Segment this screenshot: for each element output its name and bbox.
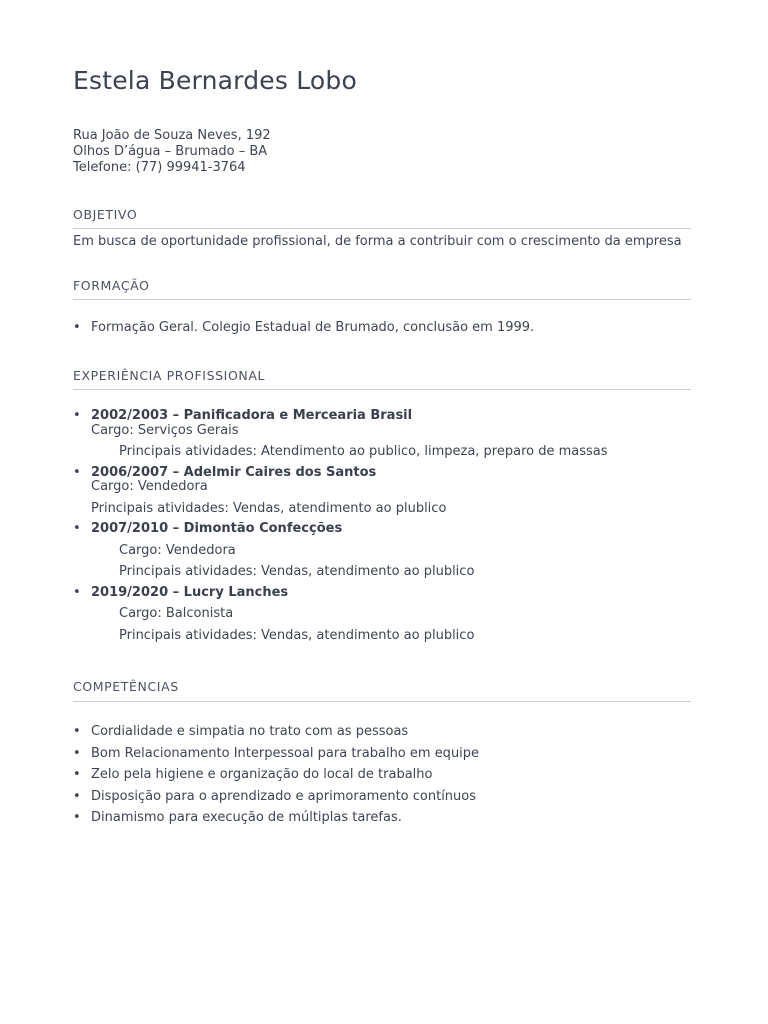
list-item: [73, 764, 479, 786]
contact-phone: Telefone: (77) 99941-3764: [73, 160, 246, 175]
experience-activities: Principais atividades: Vendas, atendimento ao plublico: [119, 564, 475, 579]
contact-block: [73, 128, 271, 176]
bullet-icon: •: [73, 745, 81, 761]
list-item: [73, 320, 534, 335]
contact-address: Rua João de Souza Neves, 192: [73, 128, 271, 143]
section-divider: [73, 228, 691, 229]
skill-text: Zelo pela higiene e organização do local de trabalho: [91, 767, 433, 782]
resume-name: Estela Bernardes Lobo: [73, 66, 357, 95]
list-item: [73, 786, 479, 808]
skill-text: Dinamismo para execução de múltiplas tarefas.: [91, 810, 402, 825]
experience-heading: 2007/2010 – Dimontão Confecções: [91, 521, 343, 536]
experience-role: Cargo: Vendedora: [91, 479, 208, 494]
bullet-icon: •: [73, 584, 81, 600]
section-title-skills: COMPETÊNCIAS: [73, 679, 179, 694]
experience-item: [73, 522, 608, 580]
experience-activities: Principais atividades: Atendimento ao publico, limpeza, preparo de massas: [119, 444, 608, 459]
bullet-icon: •: [73, 788, 81, 804]
list-item: [73, 743, 479, 765]
section-divider: [73, 389, 691, 390]
bullet-icon: •: [73, 408, 81, 423]
education-item-text: Formação Geral. Colegio Estadual de Brumado, conclusão em 1999.: [91, 320, 535, 335]
experience-item: [73, 466, 608, 517]
skill-text: Cordialidade e simpatia no trato com as pessoas: [91, 724, 409, 739]
experience-heading: 2006/2007 – Adelmir Caires dos Santos: [91, 464, 377, 480]
section-title-objective: OBJETIVO: [73, 207, 138, 222]
skills-list: [73, 721, 479, 829]
bullet-icon: •: [73, 724, 81, 739]
skill-text: Bom Relacionamento Interpessoal para trabalho em equipe: [91, 745, 480, 761]
bullet-icon: •: [73, 320, 81, 335]
contact-city: Olhos D’água – Brumado – BA: [73, 144, 268, 159]
bullet-icon: •: [73, 521, 81, 536]
experience-heading: 2002/2003 – Panificadora e Mercearia Brasil: [91, 408, 413, 423]
experience-item: [73, 586, 608, 644]
list-item: [73, 807, 479, 829]
section-title-experience: EXPERIÊNCIA PROFISSIONAL: [73, 368, 266, 383]
list-item: [73, 721, 479, 743]
experience-list: [73, 409, 608, 643]
objective-text: Em busca de oportunidade profissional, de forma a contribuir com o crescimento da empresa: [73, 234, 682, 249]
experience-role: Cargo: Vendedora: [119, 542, 236, 558]
bullet-icon: •: [73, 464, 81, 480]
education-list: [73, 320, 534, 335]
experience-heading: 2019/2020 – Lucry Lanches: [91, 584, 289, 600]
skill-text: Disposição para o aprendizado e aprimoramento contínuos: [91, 788, 477, 804]
experience-item: [73, 409, 608, 460]
bullet-icon: •: [73, 810, 81, 825]
experience-activities: Principais atividades: Vendas, atendimento ao plublico: [91, 500, 447, 516]
section-title-education: FORMAÇÃO: [73, 278, 150, 293]
experience-role: Cargo: Balconista: [119, 606, 234, 621]
experience-activities: Principais atividades: Vendas, atendimento ao plublico: [119, 627, 475, 643]
section-divider: [73, 701, 691, 702]
bullet-icon: •: [73, 767, 81, 782]
section-divider: [73, 299, 691, 300]
experience-role: Cargo: Serviços Gerais: [91, 422, 239, 438]
